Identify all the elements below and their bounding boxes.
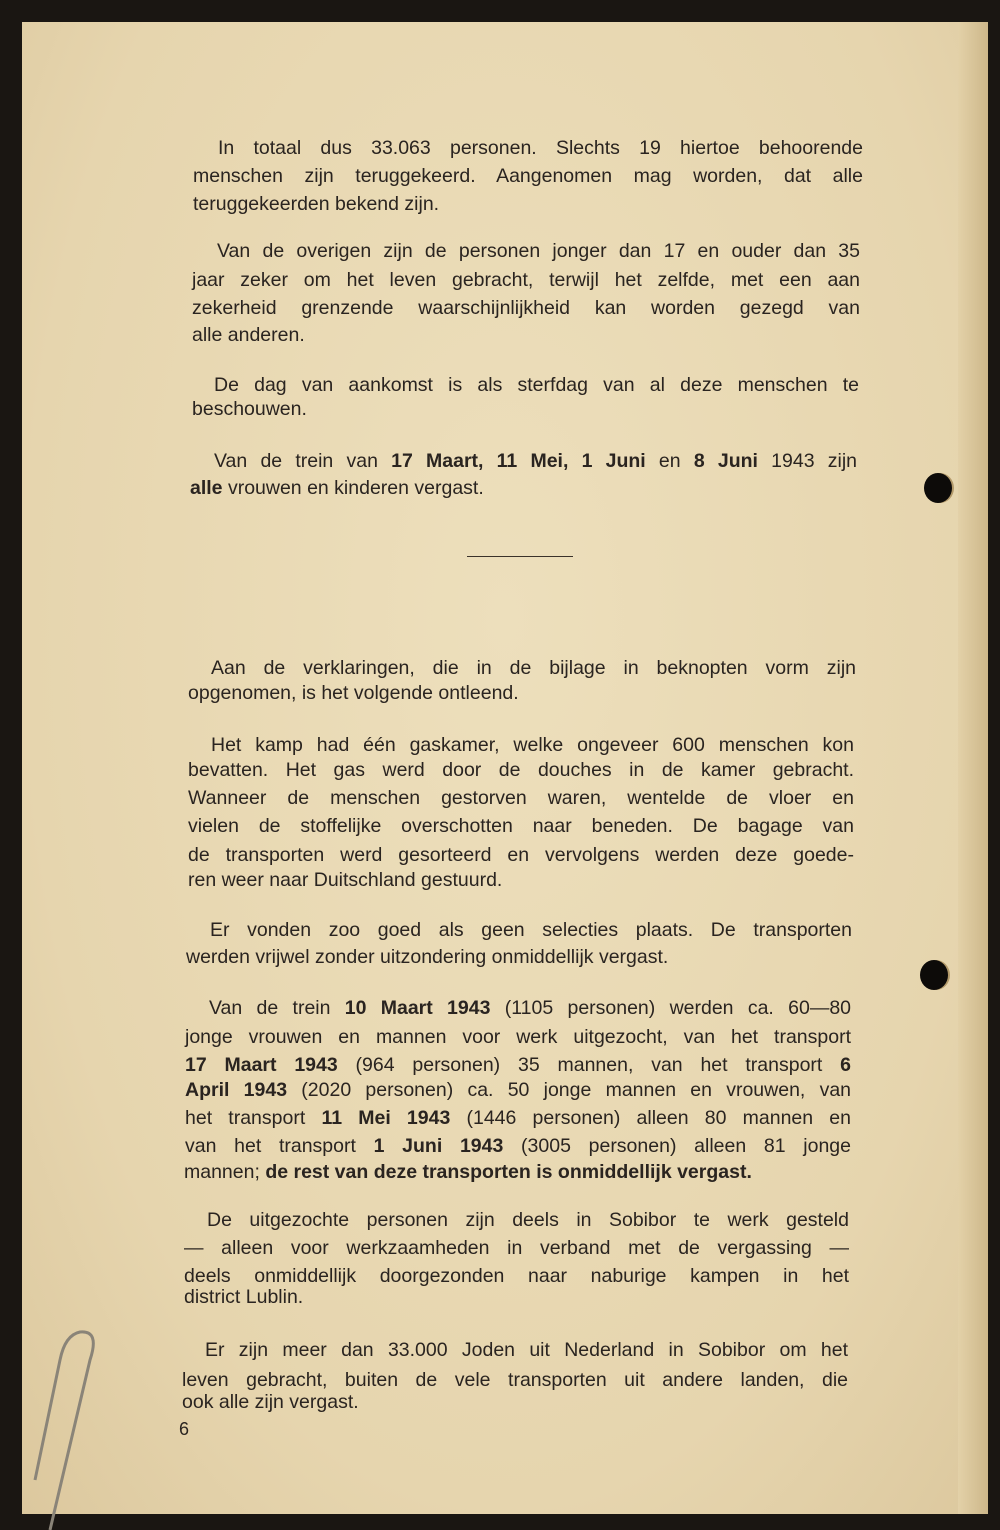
paragraph-4-line: [214, 448, 857, 474]
bold-text: April 1943: [185, 1079, 288, 1101]
text-segment: leven gebracht, buiten de vele transporten uit andere landen, die: [182, 1369, 848, 1391]
bold-text: de rest van deze transporten is onmiddellijk vergast.: [265, 1161, 752, 1183]
text-segment: Van de trein: [209, 997, 345, 1019]
paragraph-2-line: [192, 267, 860, 293]
paragraph-9-line: [184, 1235, 849, 1261]
paragraph-1-line: [193, 163, 863, 189]
paragraph-8-line: [185, 1133, 851, 1159]
text-segment: (1446 personen) alleen 80 mannen en: [450, 1107, 851, 1129]
text-segment: mannen;: [184, 1161, 266, 1183]
text-segment: en: [645, 450, 694, 472]
text-segment: (3005 personen) alleen 81 jonge: [503, 1135, 851, 1157]
text-segment: deels onmiddellijk doorgezonden naar naburige kampen in het: [184, 1265, 849, 1287]
paragraph-10-line: [182, 1389, 848, 1415]
bold-text: 1 Juni 1943: [373, 1135, 504, 1157]
paragraph-1-line: [218, 135, 863, 161]
paragraph-3-line: [192, 396, 859, 422]
text-segment: ook alle zijn vergast.: [182, 1391, 359, 1413]
paragraph-2-line: [192, 322, 860, 348]
text-segment: Het kamp had één gaskamer, welke ongeveer 600 menschen kon: [211, 734, 854, 756]
paragraph-6-line: [188, 842, 854, 868]
text-segment: de transporten werd gesorteerd en vervolgens werden deze goede-: [188, 844, 854, 866]
paragraph-4-line: [190, 475, 857, 501]
text-segment: 1943 zijn: [757, 450, 857, 472]
text-segment: (964 personen) 35 mannen, van het transport: [337, 1054, 841, 1076]
bold-text: 17 Maart, 11 Mei, 1 Juni: [391, 450, 646, 472]
section-divider: [467, 556, 573, 557]
paragraph-9-line: [184, 1284, 849, 1310]
bold-text: 6: [840, 1054, 851, 1076]
paragraph-5-line: [211, 655, 856, 681]
paragraph-6-line: [188, 785, 854, 811]
text-segment: menschen zijn teruggekeerd. Aangenomen mag worden, dat alle: [193, 165, 863, 187]
bold-text: 10 Maart 1943: [344, 997, 491, 1019]
paragraph-6-line: [188, 813, 854, 839]
bold-text: 17 Maart 1943: [185, 1054, 338, 1076]
text-segment: ren weer naar Duitschland gestuurd.: [188, 869, 503, 891]
paragraph-8-line: [185, 1077, 851, 1103]
text-segment: werden vrijwel zonder uitzondering onmiddellijk vergast.: [186, 946, 669, 968]
text-segment: jaar zeker om het leven gebracht, terwijl het zelfde, met een aan: [192, 269, 860, 291]
text-segment: Er zijn meer dan 33.000 Joden uit Nederland in Sobibor om het: [205, 1339, 848, 1361]
text-segment: In totaal dus 33.063 personen. Slechts 19 hiertoe behoorende: [218, 137, 863, 159]
paragraph-3-line: [214, 372, 859, 398]
paragraph-8-line: [185, 1024, 851, 1050]
text-segment: (1105 personen) werden ca. 60—80: [490, 997, 852, 1019]
text-segment: vrouwen en kinderen vergast.: [222, 477, 484, 499]
text-segment: De dag van aankomst is als sterfdag van al deze menschen te: [214, 374, 859, 396]
paragraph-8-line: [209, 995, 851, 1021]
paragraph-2-line: [192, 295, 860, 321]
paragraph-10-line: [205, 1337, 848, 1363]
text-segment: bevatten. Het gas werd door de douches in de kamer gebracht.: [188, 759, 854, 781]
paragraph-6-line: [211, 732, 854, 758]
text-segment: van het transport: [185, 1135, 374, 1157]
paragraph-6-line: [188, 867, 854, 893]
bold-text: alle: [190, 477, 223, 499]
paperclip-icon: [30, 1330, 100, 1530]
text-segment: Aan de verklaringen, die in de bijlage in beknopten vorm zijn: [211, 657, 856, 679]
punch-hole: [920, 960, 948, 990]
text-segment: opgenomen, is het volgende ontleend.: [188, 682, 519, 704]
paragraph-8-line: [184, 1159, 800, 1185]
text-segment: beschouwen.: [192, 398, 307, 420]
text-segment: alle anderen.: [192, 324, 305, 346]
text-segment: De uitgezochte personen zijn deels in Sobibor te werk gesteld: [207, 1209, 849, 1231]
bold-text: 8 Juni: [693, 450, 758, 472]
paragraph-7-line: [210, 917, 852, 943]
text-segment: Wanneer de menschen gestorven waren, wentelde de vloer en: [188, 787, 854, 809]
text-segment: jonge vrouwen en mannen voor werk uitgezocht, van het transport: [185, 1026, 851, 1048]
text-segment: Van de overigen zijn de personen jonger dan 17 en ouder dan 35: [217, 240, 860, 262]
punch-hole: [924, 473, 952, 503]
text-segment: district Lublin.: [184, 1286, 304, 1308]
paragraph-8-line: [185, 1105, 851, 1131]
paragraph-2-line: [217, 238, 860, 264]
paragraph-1-line: [193, 191, 863, 217]
bold-text: 11 Mei 1943: [321, 1107, 451, 1129]
text-segment: teruggekeerden bekend zijn.: [193, 193, 440, 215]
text-segment: Er vonden zoo goed als geen selecties plaats. De transporten: [210, 919, 852, 941]
text-segment: vielen de stoffelijke overschotten naar beneden. De bagage van: [188, 815, 854, 837]
page-number: 6: [179, 1419, 190, 1439]
page-edge-shadow: [958, 22, 988, 1514]
text-segment: Van de trein van: [214, 450, 392, 472]
paragraph-5-line: [188, 680, 856, 706]
paragraph-8-line: [185, 1052, 851, 1078]
text-segment: — alleen voor werkzaamheden in verband met de vergassing —: [184, 1237, 849, 1259]
text-segment: het transport: [185, 1107, 322, 1129]
paragraph-9-line: [207, 1207, 849, 1233]
text-segment: (2020 personen) ca. 50 jonge mannen en vrouwen, van: [287, 1079, 852, 1101]
paragraph-6-line: [188, 757, 854, 783]
text-segment: zekerheid grenzende waarschijnlijkheid kan worden gezegd van: [192, 297, 860, 319]
paragraph-7-line: [186, 944, 852, 970]
